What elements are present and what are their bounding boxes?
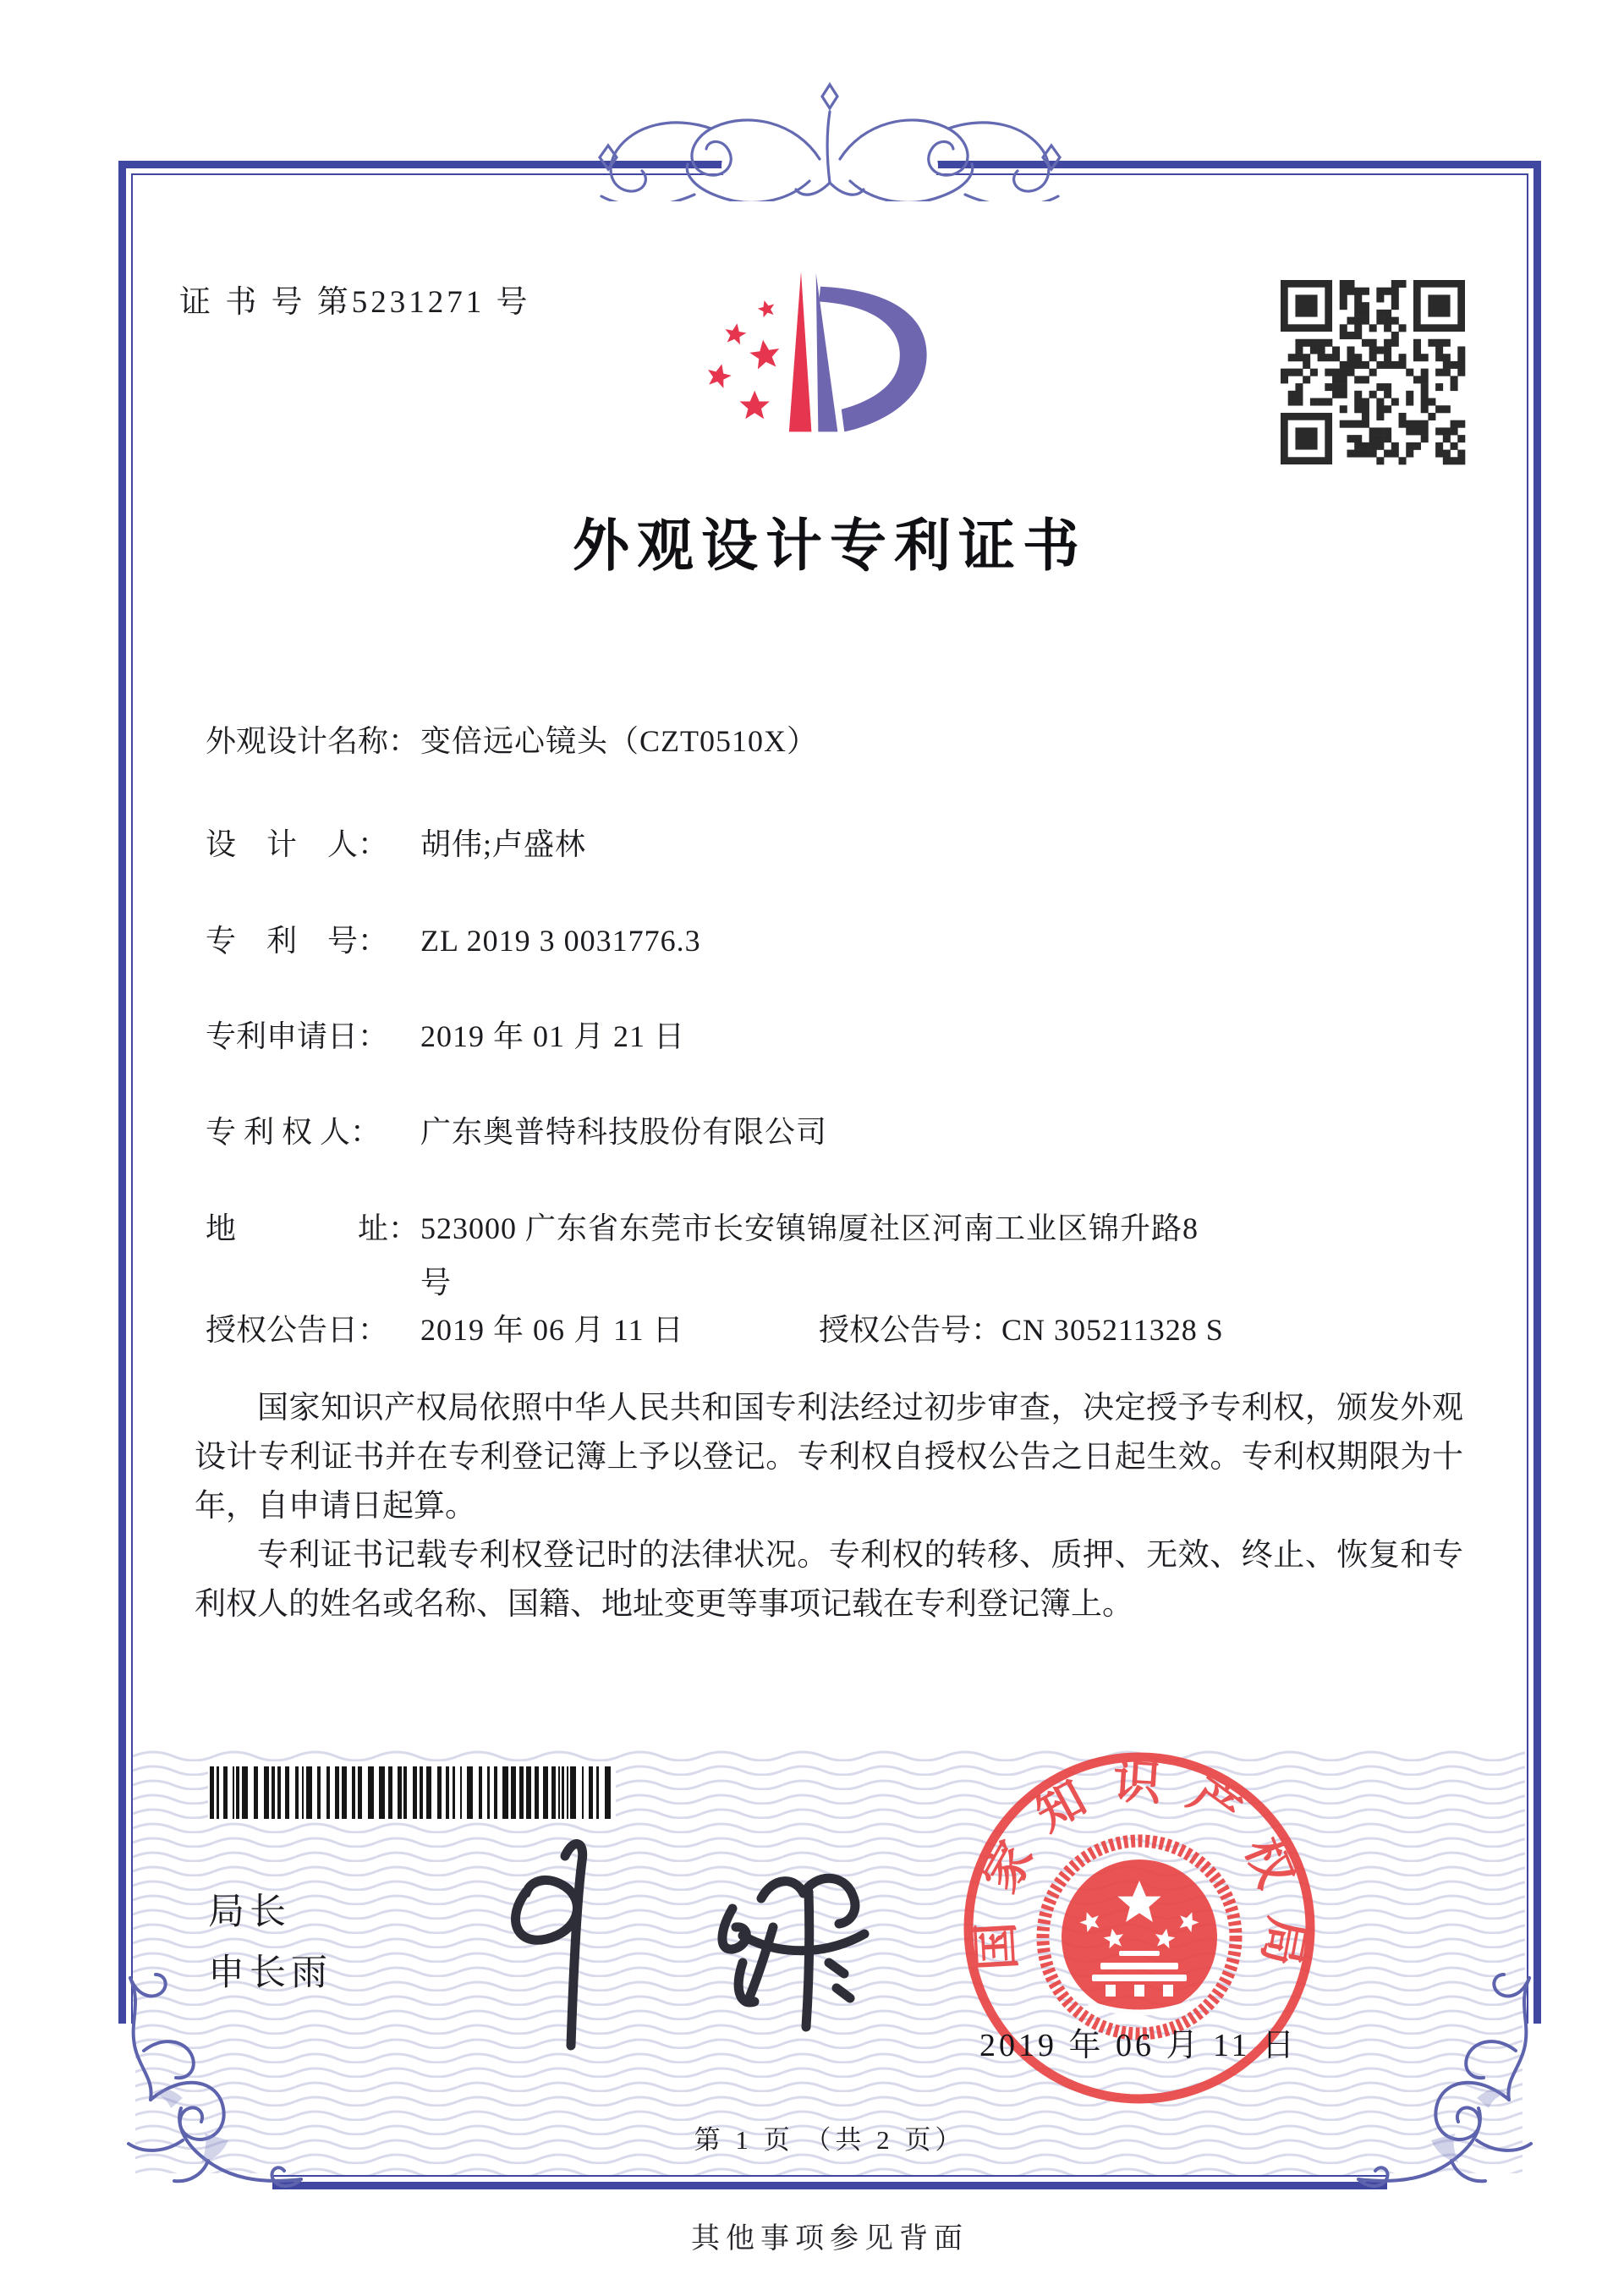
logo-p-bowl [819, 287, 926, 432]
field-label: 专利申请日： [206, 1019, 389, 1053]
field-row-filing-date [206, 1018, 1474, 1055]
commissioner-title: 局长 [208, 1892, 291, 1932]
certificate-title: 外观设计专利证书 [573, 515, 1087, 578]
corner-flourish-bottom-left [118, 1971, 310, 2189]
legal-text-block [195, 1384, 1463, 1629]
seal-national-emblem [1043, 1841, 1236, 2034]
field-label: 专 利 号： [206, 924, 389, 958]
field-row-design-name [206, 722, 1474, 760]
field-value: 变倍远心镜头（CZT0510X） [420, 724, 818, 758]
field-label: 地 址： [206, 1211, 420, 1245]
field-value: 胡伟;卢盛林 [420, 827, 587, 861]
back-side-note: 其他事项参见背面 [691, 2223, 968, 2255]
field-row-patentee [206, 1113, 1474, 1151]
field-value: ZL 2019 3 0031776.3 [420, 924, 701, 958]
seal-ring-text: 国家知识产权局 [968, 1755, 1314, 1994]
issue-date: 2019 年 06 月 11 日 [979, 2028, 1298, 2063]
field-value: 2019 年 01 月 21 日 [420, 1019, 686, 1053]
field-value-line2: 号 [420, 1266, 453, 1299]
field-value: 广东奥普特科技股份有限公司 [420, 1115, 828, 1149]
legal-paragraph-2: 专利证书记载专利权登记时的法律状况。专利权的转移、质押、无效、终止、恢复和专利权人的姓名或名称、国籍、地址变更等事项记载在专利登记簿上。 [195, 1538, 1463, 1622]
commissioner-name: 申长雨 [208, 1953, 332, 1993]
commissioner-signature [464, 1827, 886, 2064]
field-row-patent-number [206, 922, 1474, 959]
qr-code [1271, 271, 1474, 474]
page-indicator: 第 1 页 （共 2 页） [694, 2125, 966, 2155]
field-label: 专 利 权 人： [206, 1115, 381, 1149]
barcode [208, 1765, 616, 1821]
certificate-number: 证 书 号 第5231271 号 [179, 285, 531, 320]
field-value-line1: 523000 广东省东莞市长安镇锦厦社区河南工业区锦升路8 [420, 1211, 1199, 1245]
legal-paragraph-1: 国家知识产权局依照中华人民共和国专利法经过初步审查，决定授予专利权，颁发外观设计专利证书并在专利登记簿上予以登记。专利权自授权公告之日起生效。专利权期限为十年，自申请日起算。 [195, 1391, 1463, 1524]
grant-number-value: CN 305211328 S [1001, 1313, 1224, 1347]
field-label: 外观设计名称： [206, 724, 420, 758]
cnipa-logo [678, 250, 963, 475]
grant-number-label: 授权公告号： [819, 1313, 1002, 1347]
logo-stars [705, 298, 782, 419]
logo-red-spike [789, 272, 812, 431]
field-label: 设 计 人： [206, 827, 389, 861]
grant-date-value: 2019 年 06 月 11 日 [420, 1313, 684, 1347]
field-row-designer [206, 826, 1474, 863]
field-row-address [206, 1210, 1474, 1301]
grant-date-label: 授权公告日： [206, 1313, 389, 1347]
field-row-grant [206, 1311, 1474, 1348]
top-scroll-ornament [592, 74, 1067, 201]
corner-flourish-bottom-right [1350, 1971, 1541, 2189]
